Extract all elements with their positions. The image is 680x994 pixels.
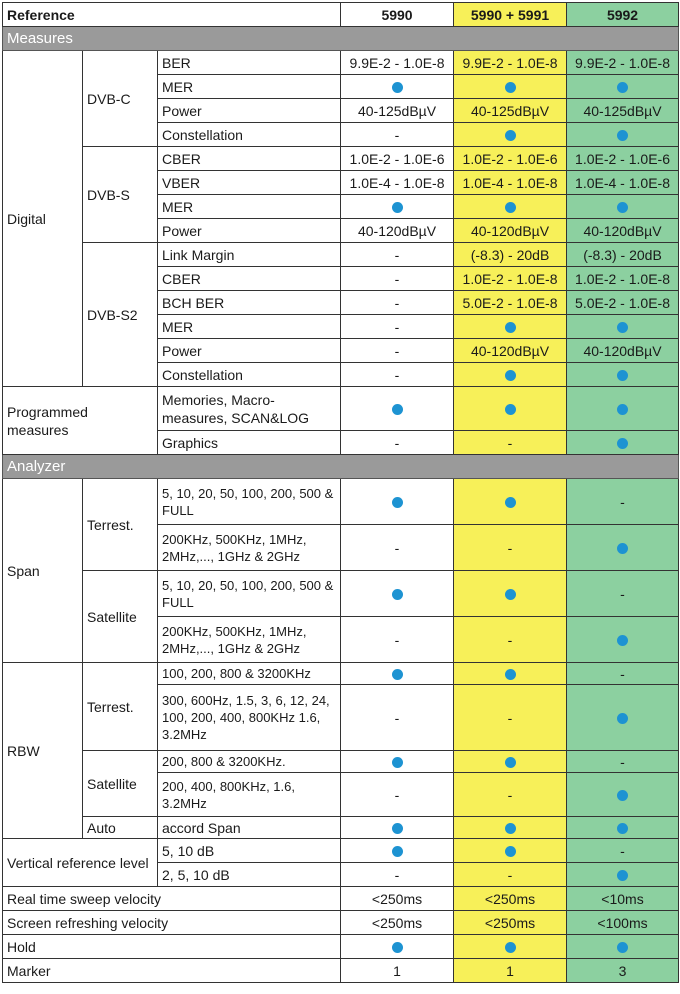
table-row: [3, 3, 679, 27]
parameter-label: 300, 600Hz, 1.5, 3, 6, 12, 24, 100, 200, 400, 800KHz 1.6, 3.2MHz: [158, 685, 341, 751]
value-cell: <250ms: [341, 911, 454, 935]
subgroup-label: DVB-S: [83, 147, 158, 243]
parameter-label: 200, 800 & 3200KHz.: [158, 751, 341, 773]
parameter-label: 200, 400, 800KHz, 1.6, 3.2MHz: [158, 773, 341, 817]
value-cell: [341, 387, 454, 431]
value-cell: -: [341, 773, 454, 817]
table-row: [3, 935, 679, 959]
value-cell: <250ms: [341, 887, 454, 911]
available-dot-icon: [505, 942, 516, 953]
value-cell: -: [341, 123, 454, 147]
value-cell: 40-120dBµV: [567, 339, 679, 363]
subgroup-label: DVB-S2: [83, 243, 158, 387]
value-cell: -: [454, 617, 567, 663]
value-cell: 40-120dBµV: [454, 219, 567, 243]
feature-label: Marker: [3, 959, 341, 983]
value-cell: [454, 479, 567, 525]
parameter-label: Power: [158, 339, 341, 363]
parameter-label: accord Span: [158, 817, 341, 839]
model-header: 5990 + 5991: [454, 3, 567, 27]
parameter-label: 200KHz, 500KHz, 1MHz, 2MHz,..., 1GHz & 2GHz: [158, 525, 341, 571]
group-label-span: Span: [3, 479, 83, 663]
available-dot-icon: [505, 404, 516, 415]
value-cell: [341, 663, 454, 685]
value-cell: (-8.3) - 20dB: [567, 243, 679, 267]
value-cell: -: [341, 525, 454, 571]
available-dot-icon: [392, 404, 403, 415]
value-cell: [454, 75, 567, 99]
value-cell: 40-120dBµV: [454, 339, 567, 363]
available-dot-icon: [505, 669, 516, 680]
value-cell: [567, 817, 679, 839]
parameter-label: Constellation: [158, 123, 341, 147]
value-cell: [567, 863, 679, 887]
value-cell: [454, 663, 567, 685]
available-dot-icon: [505, 846, 516, 857]
value-cell: [454, 571, 567, 617]
value-cell: [341, 75, 454, 99]
table-row: [3, 243, 679, 267]
value-cell: <250ms: [454, 911, 567, 935]
parameter-label: Link Margin: [158, 243, 341, 267]
available-dot-icon: [617, 790, 628, 801]
parameter-label: BER: [158, 51, 341, 75]
available-dot-icon: [505, 322, 516, 333]
value-cell: -: [341, 431, 454, 455]
table-row: [3, 51, 679, 75]
model-header: 5992: [567, 3, 679, 27]
value-cell: -: [341, 363, 454, 387]
value-cell: [567, 75, 679, 99]
value-cell: -: [454, 525, 567, 571]
value-cell: [567, 315, 679, 339]
section-title-analyzer: Analyzer: [3, 455, 679, 479]
subgroup-label: Satellite: [83, 751, 158, 817]
value-cell: -: [567, 479, 679, 525]
value-cell: 40-125dBµV: [341, 99, 454, 123]
table-row: [3, 839, 679, 863]
value-cell: -: [341, 617, 454, 663]
value-cell: [567, 935, 679, 959]
value-cell: <10ms: [567, 887, 679, 911]
parameter-label: Power: [158, 219, 341, 243]
value-cell: [567, 363, 679, 387]
available-dot-icon: [617, 635, 628, 646]
value-cell: 9.9E-2 - 1.0E-8: [341, 51, 454, 75]
value-cell: 1.0E-4 - 1.0E-8: [341, 171, 454, 195]
available-dot-icon: [617, 942, 628, 953]
parameter-label: 5, 10, 20, 50, 100, 200, 500 & FULL: [158, 571, 341, 617]
subgroup-label: Satellite: [83, 571, 158, 663]
available-dot-icon: [392, 823, 403, 834]
value-cell: -: [341, 291, 454, 315]
value-cell: [341, 935, 454, 959]
value-cell: -: [341, 339, 454, 363]
value-cell: 9.9E-2 - 1.0E-8: [567, 51, 679, 75]
available-dot-icon: [505, 757, 516, 768]
value-cell: [454, 387, 567, 431]
value-cell: -: [341, 685, 454, 751]
table-row: [3, 887, 679, 911]
value-cell: -: [341, 315, 454, 339]
parameter-label: MER: [158, 75, 341, 99]
parameter-label: MER: [158, 195, 341, 219]
available-dot-icon: [392, 497, 403, 508]
table-row: [3, 817, 679, 839]
available-dot-icon: [617, 543, 628, 554]
value-cell: -: [454, 685, 567, 751]
value-cell: 1.0E-4 - 1.0E-8: [454, 171, 567, 195]
available-dot-icon: [505, 370, 516, 381]
value-cell: 40-125dBµV: [567, 99, 679, 123]
group-label-rbw: RBW: [3, 663, 83, 839]
value-cell: -: [567, 839, 679, 863]
value-cell: 5.0E-2 - 1.0E-8: [567, 291, 679, 315]
parameter-label: CBER: [158, 147, 341, 171]
value-cell: [341, 751, 454, 773]
value-cell: -: [567, 751, 679, 773]
available-dot-icon: [617, 130, 628, 141]
value-cell: [454, 363, 567, 387]
value-cell: (-8.3) - 20dB: [454, 243, 567, 267]
value-cell: [341, 479, 454, 525]
value-cell: -: [341, 267, 454, 291]
parameter-label: Memories, Macro-measures, SCAN&LOG: [158, 387, 341, 431]
table-row: [3, 751, 679, 773]
feature-label: Real time sweep velocity: [3, 887, 341, 911]
available-dot-icon: [617, 322, 628, 333]
value-cell: <100ms: [567, 911, 679, 935]
value-cell: 1.0E-2 - 1.0E-8: [567, 267, 679, 291]
value-cell: 40-120dBµV: [341, 219, 454, 243]
parameter-label: 5, 10 dB: [158, 839, 341, 863]
table-row: [3, 959, 679, 983]
comparison-table: [2, 2, 679, 983]
value-cell: 1.0E-4 - 1.0E-8: [567, 171, 679, 195]
value-cell: 1.0E-2 - 1.0E-8: [454, 267, 567, 291]
value-cell: -: [454, 431, 567, 455]
available-dot-icon: [617, 404, 628, 415]
available-dot-icon: [392, 82, 403, 93]
value-cell: 3: [567, 959, 679, 983]
value-cell: -: [454, 863, 567, 887]
available-dot-icon: [392, 942, 403, 953]
available-dot-icon: [505, 82, 516, 93]
value-cell: [567, 195, 679, 219]
value-cell: 1.0E-2 - 1.0E-6: [567, 147, 679, 171]
reference-header: Reference: [3, 3, 341, 27]
group-label-vertical: Vertical reference level: [3, 839, 158, 887]
value-cell: [454, 839, 567, 863]
table-row: [3, 571, 679, 617]
value-cell: 1.0E-2 - 1.0E-6: [454, 147, 567, 171]
feature-label: Hold: [3, 935, 341, 959]
available-dot-icon: [505, 823, 516, 834]
value-cell: [454, 817, 567, 839]
model-header: 5990: [341, 3, 454, 27]
value-cell: 9.9E-2 - 1.0E-8: [454, 51, 567, 75]
table-row: [3, 387, 679, 431]
table-row: [3, 663, 679, 685]
subgroup-label: DVB-C: [83, 51, 158, 147]
feature-label: Screen refreshing velocity: [3, 911, 341, 935]
value-cell: [341, 195, 454, 219]
available-dot-icon: [392, 846, 403, 857]
group-label-digital: Digital: [3, 51, 83, 387]
value-cell: 40-125dBµV: [454, 99, 567, 123]
value-cell: [341, 817, 454, 839]
available-dot-icon: [617, 823, 628, 834]
value-cell: 40-120dBµV: [567, 219, 679, 243]
value-cell: -: [341, 243, 454, 267]
available-dot-icon: [392, 669, 403, 680]
value-cell: [341, 839, 454, 863]
table-row: [3, 147, 679, 171]
value-cell: [454, 935, 567, 959]
value-cell: 1.0E-2 - 1.0E-6: [341, 147, 454, 171]
subgroup-label: Terrest.: [83, 663, 158, 751]
parameter-label: 100, 200, 800 & 3200KHz: [158, 663, 341, 685]
parameter-label: 5, 10, 20, 50, 100, 200, 500 & FULL: [158, 479, 341, 525]
available-dot-icon: [617, 202, 628, 213]
available-dot-icon: [392, 589, 403, 600]
parameter-label: VBER: [158, 171, 341, 195]
available-dot-icon: [505, 130, 516, 141]
parameter-label: MER: [158, 315, 341, 339]
available-dot-icon: [617, 870, 628, 881]
table-row: [3, 479, 679, 525]
value-cell: [567, 773, 679, 817]
available-dot-icon: [392, 757, 403, 768]
value-cell: [567, 431, 679, 455]
value-cell: 1: [341, 959, 454, 983]
parameter-label: Power: [158, 99, 341, 123]
value-cell: -: [454, 773, 567, 817]
value-cell: 5.0E-2 - 1.0E-8: [454, 291, 567, 315]
value-cell: [454, 195, 567, 219]
value-cell: [567, 387, 679, 431]
table-row: [3, 911, 679, 935]
parameter-label: CBER: [158, 267, 341, 291]
table-row: [3, 455, 679, 479]
parameter-label: 2, 5, 10 dB: [158, 863, 341, 887]
table-row: [3, 27, 679, 51]
subgroup-label: Auto: [83, 817, 158, 839]
available-dot-icon: [617, 82, 628, 93]
value-cell: <250ms: [454, 887, 567, 911]
available-dot-icon: [617, 370, 628, 381]
value-cell: -: [341, 863, 454, 887]
value-cell: [567, 685, 679, 751]
parameter-label: 200KHz, 500KHz, 1MHz, 2MHz,..., 1GHz & 2GHz: [158, 617, 341, 663]
value-cell: [454, 315, 567, 339]
value-cell: [454, 123, 567, 147]
parameter-label: BCH BER: [158, 291, 341, 315]
value-cell: [341, 571, 454, 617]
value-cell: [454, 751, 567, 773]
value-cell: [567, 617, 679, 663]
available-dot-icon: [392, 202, 403, 213]
group-label-programmed: Programmed measures: [3, 387, 158, 455]
subgroup-label: Terrest.: [83, 479, 158, 571]
value-cell: -: [567, 663, 679, 685]
value-cell: [567, 123, 679, 147]
value-cell: -: [567, 571, 679, 617]
parameter-label: Constellation: [158, 363, 341, 387]
value-cell: [567, 525, 679, 571]
value-cell: 1: [454, 959, 567, 983]
available-dot-icon: [505, 497, 516, 508]
available-dot-icon: [505, 589, 516, 600]
available-dot-icon: [505, 202, 516, 213]
available-dot-icon: [617, 713, 628, 724]
section-title-measures: Measures: [3, 27, 679, 51]
available-dot-icon: [617, 438, 628, 449]
parameter-label: Graphics: [158, 431, 341, 455]
